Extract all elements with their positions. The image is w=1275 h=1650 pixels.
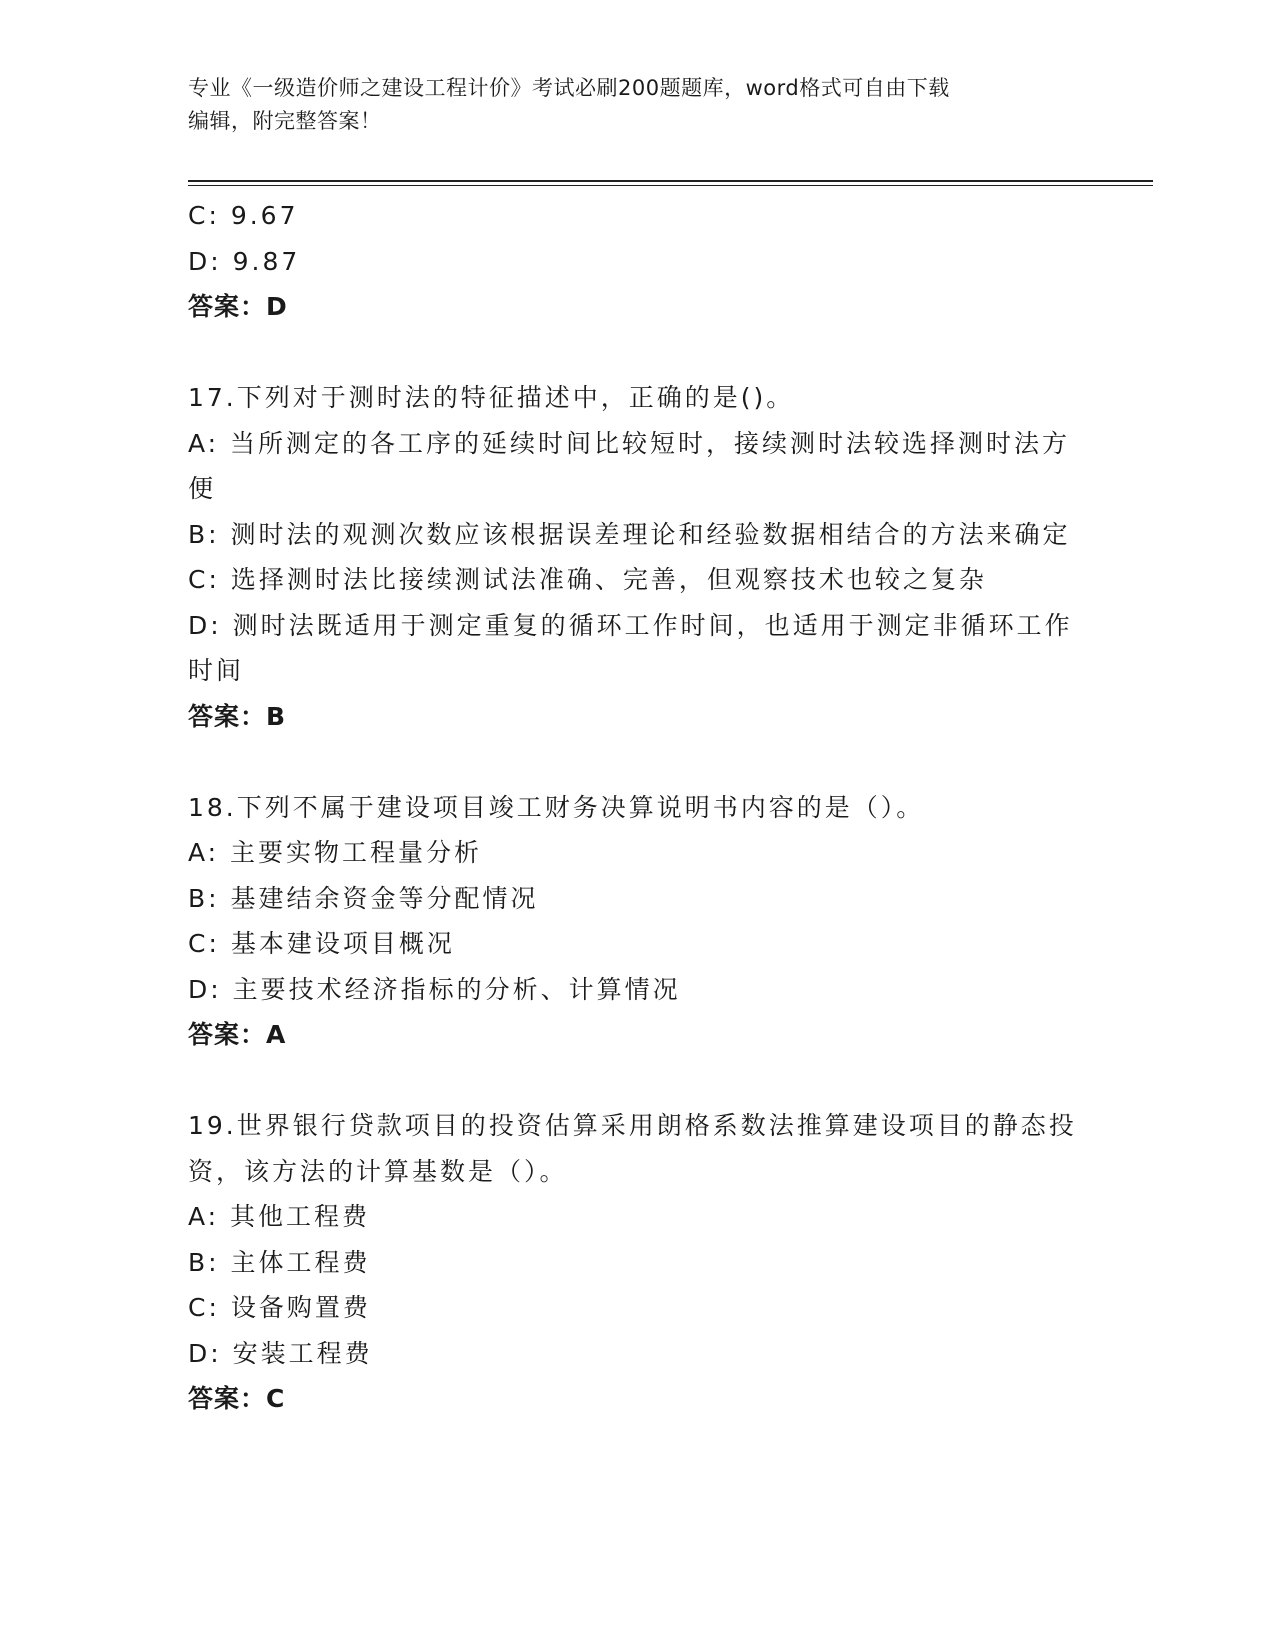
question-stem: 18.下列不属于建设项目竣工财务决算说明书内容的是（）。: [188, 792, 925, 822]
option-b: B: 基建结余资金等分配情况: [188, 883, 539, 913]
document-body: [188, 193, 1083, 1422]
option-b: B: 主体工程费: [188, 1247, 371, 1277]
answer: 答案：C: [188, 1384, 286, 1413]
question-17: [188, 375, 1083, 739]
answer: 答案：B: [188, 701, 287, 731]
spacer: [188, 739, 1083, 785]
option-d: D: 主要技术经济指标的分析、计算情况: [188, 974, 681, 1004]
option-c: C: 选择测时法比接续测试法准确、完善，但观察技术也较之复杂: [188, 565, 987, 594]
header-divider-thick: [188, 180, 1153, 182]
question-stem: 19.世界银行贷款项目的投资估算采用朗格系数法推算建设项目的静态投资，该方法的计算基数是（）。: [188, 1111, 1077, 1186]
option-b: B: 测时法的观测次数应该根据误差理论和经验数据相结合的方法来确定: [188, 519, 1071, 549]
question-19: [188, 1103, 1083, 1422]
option-d: D: 测时法既适用于测定重复的循环工作时间，也适用于测定非循环工作时间: [188, 610, 1073, 685]
option-a: A: 其他工程费: [188, 1202, 371, 1231]
option-c: C: 9.67: [188, 201, 299, 230]
question-18: [188, 785, 1083, 1058]
option-c: C: 基本建设项目概况: [188, 929, 455, 958]
option-c: C: 设备购置费: [188, 1293, 371, 1322]
question-stem: 17.下列对于测时法的特征描述中，正确的是()。: [188, 383, 795, 412]
answer: 答案：D: [188, 292, 288, 321]
spacer: [188, 330, 1083, 376]
header-divider-thin: [188, 185, 1153, 186]
option-d: D: 安装工程费: [188, 1338, 373, 1368]
spacer: [188, 1058, 1083, 1104]
option-d: D: 9.87: [188, 246, 301, 276]
answer: 答案：A: [188, 1020, 287, 1049]
header-line-1: 专业《一级造价师之建设工程计价》考试必刷200题题库，word格式可自由下载: [188, 76, 950, 100]
page-header: [188, 72, 1078, 138]
question-16-tail: [188, 193, 1083, 330]
option-a: A: 当所测定的各工序的延续时间比较短时，接续测时法较选择测时法方便: [188, 428, 1071, 503]
header-line-2: 编辑，附完整答案！: [188, 109, 382, 133]
option-a: A: 主要实物工程量分析: [188, 838, 483, 867]
